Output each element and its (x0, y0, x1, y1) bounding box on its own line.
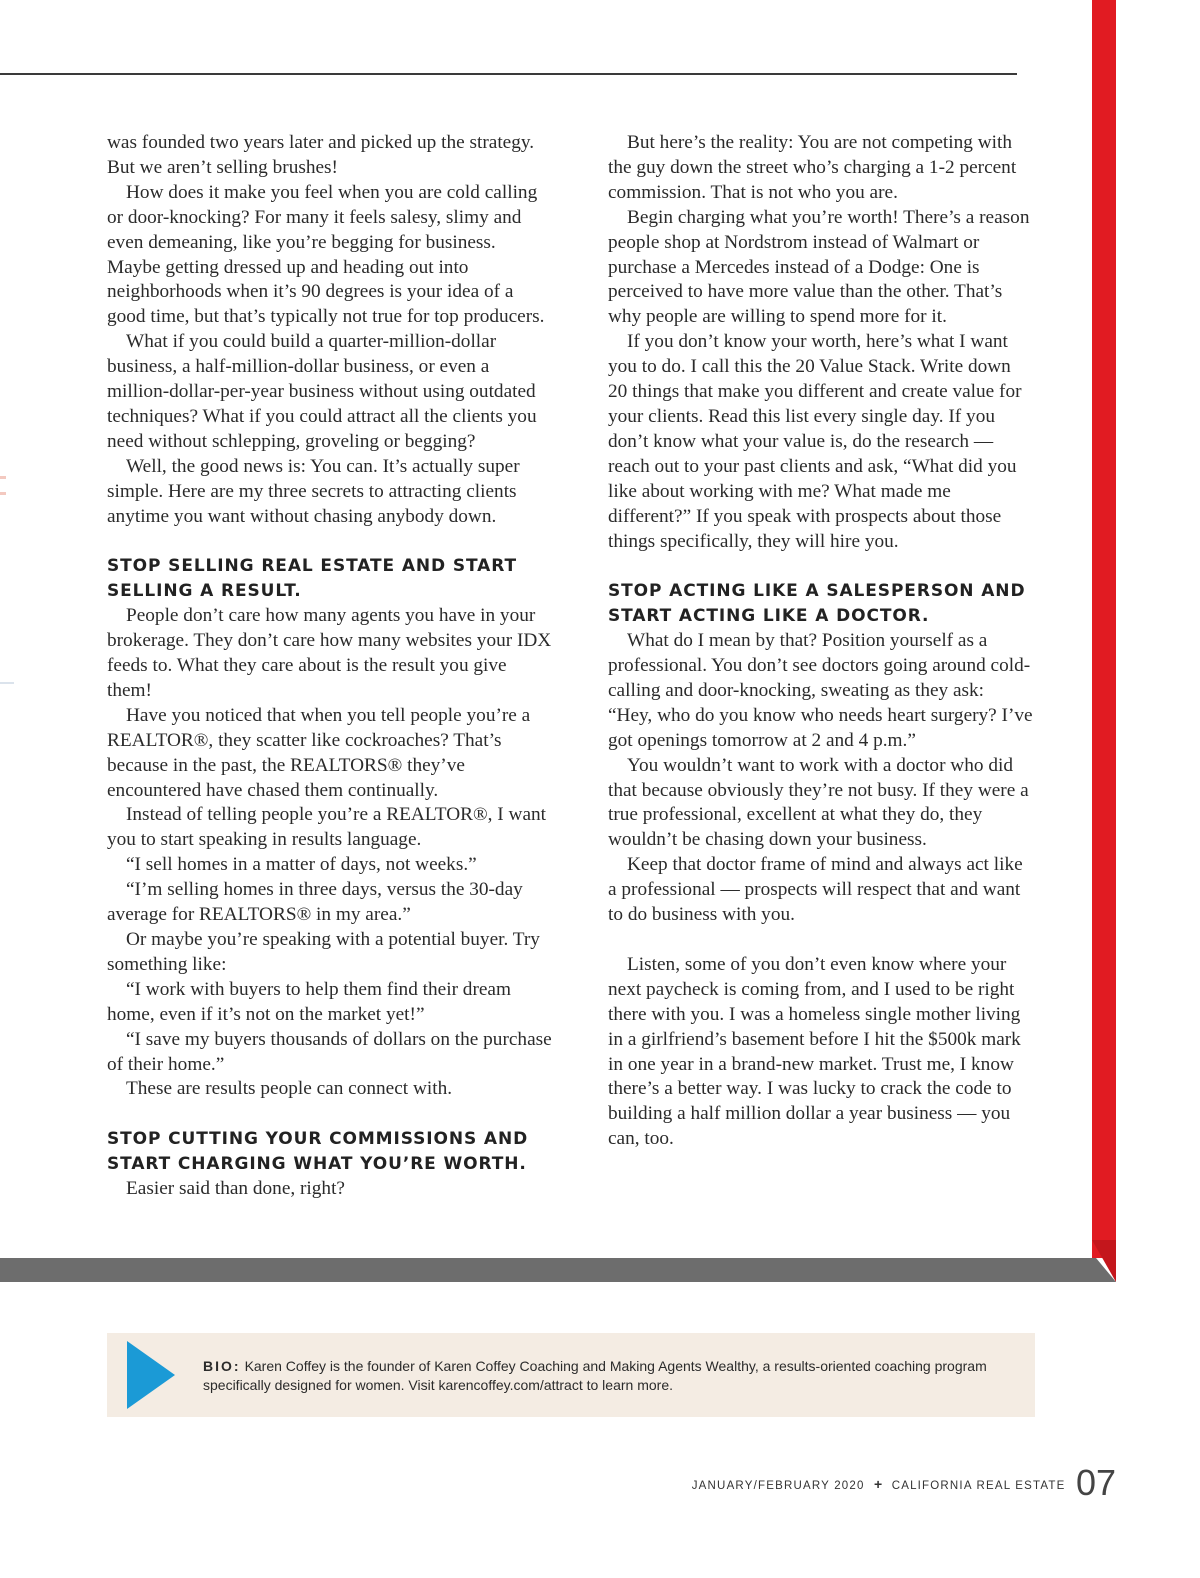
paragraph: Or maybe you’re speaking with a potential buyer. Try something like: (107, 928, 540, 975)
paragraph: was founded two years later and picked up the strategy. But we aren’t selling brushes! (107, 132, 535, 178)
paragraph: These are results people can connect with. (126, 1078, 453, 1100)
section-heading: STOP CUTTING YOUR COMMISSIONS AND START CHARGING WHAT YOU’RE WORTH. (107, 1129, 529, 1175)
bio-box (107, 1333, 1035, 1417)
paragraph: Well, the good news is: You can. It’s actually super simple. Here are my three secrets to attracting clients anytime you want without chasing anybody down. (107, 455, 520, 527)
play-arrow-icon (127, 1341, 175, 1409)
article-left-column (107, 131, 552, 1202)
paragraph: People don’t care how many agents you have in your brokerage. They don’t care how many websites your IDX feeds to. What they care about is the result you give them! (107, 605, 552, 701)
paragraph-spacer (608, 928, 1033, 953)
footer-issue: JANUARY/FEBRUARY 2020 (691, 1480, 865, 1492)
paragraph: “I’m selling homes in three days, versus the 30-day average for REALTORS® in my area.” (107, 879, 523, 926)
top-rule (0, 73, 1017, 75)
page-number: 07 (1075, 1462, 1116, 1503)
paragraph: You wouldn’t want to work with a doctor who did that because obviously they’re not busy. If they were a true professional, excellent at what they do, they wouldn’t be chasing down your business. (608, 754, 1029, 851)
paragraph: How does it make you feel when you are cold calling or door-knocking? For many it feels salesy, slimy and even demeaning, like you’re begging for business. Maybe getting dressed up and heading out into neighborhoods when it’s 90 degrees is your idea of a good time, but that’s typically not true for top producers. (107, 181, 545, 328)
edge-mark (0, 476, 6, 479)
bio-text (203, 1357, 1003, 1395)
paragraph: What do I mean by that? Position yourself as a professional. You don’t see doctors going around cold-calling and door-knocking, sweating as they ask: “Hey, who do you know who needs heart surgery? I’ve got openings tomorrow at 2 and 4 p.m.” (608, 630, 1033, 751)
paragraph: If you don’t know your worth, here’s what I want you to do. I call this the 20 Value Stack. Write down 20 things that make you different and create value for your clients. Read this list every single day. If you don’t know what your value is, do the research — reach out to your past clients and ask, “What did you like about working with me? What made me different?” If you speak with prospects about those things specifically, they will hire you. (608, 331, 1022, 552)
red-accent-bar (1092, 0, 1116, 1258)
paragraph: Have you noticed that when you tell people you’re a REALTOR®, they scatter like cockroaches? That’s because in the past, the REALTORS® they’ve encountered have chased them continually. (107, 704, 531, 801)
footer-publication: CALIFORNIA REAL ESTATE (891, 1480, 1066, 1492)
paragraph: “I save my buyers thousands of dollars on the purchase of their home.” (107, 1028, 552, 1075)
gray-divider-band (0, 1258, 1116, 1282)
bio-label: BIO: (203, 1358, 241, 1374)
section-heading: STOP SELLING REAL ESTATE AND START SELLING A RESULT. (107, 556, 517, 602)
article-right-column (608, 131, 1033, 1152)
paragraph: But here’s the reality: You are not competing with the guy down the street who’s charging a 1-2 percent commission. That is not who you are. (608, 132, 1017, 203)
paragraph: Listen, some of you don’t even know where your next paycheck is coming from, and I used to be right there with you. I was a homeless single mother living in a girlfriend’s basement before I hit the $500k mark in one year in a brand-new market. Trust me, I know there’s a better way. I was lucky to crack the code to building a half million dollar a year business — you can, too. (608, 953, 1021, 1150)
paragraph: What if you could build a quarter-million-dollar business, a half-million-dollar business, or even a million-dollar-per-year business without using outdated techniques? What if you could attract all the clients you need without schlepping, groveling or begging? (107, 331, 537, 452)
section-heading: STOP ACTING LIKE A SALESPERSON AND START ACTING LIKE A DOCTOR. (608, 581, 1026, 627)
paragraph: Begin charging what you’re worth! There’s a reason people shop at Nordstrom instead of Walmart or purchase a Mercedes instead of a Dodge: One is perceived to have more value than the other. That’s why people are willing to spend more for it. (608, 206, 1030, 328)
paragraph: “I work with buyers to help them find their dream home, even if it’s not on the market yet!” (107, 978, 511, 1025)
edge-mark (0, 492, 6, 495)
bio-body: Karen Coffey is the founder of Karen Coffey Coaching and Making Agents Wealthy, a results-oriented coaching program specifically designed for women. Visit karencoffey.com/attract to learn more. (203, 1358, 987, 1393)
paragraph: Keep that doctor frame of mind and always act like a professional — prospects will respect that and want to do business with you. (608, 854, 1023, 926)
edge-mark (0, 682, 14, 684)
paragraph: Instead of telling people you’re a REALTOR®, I want you to start speaking in results language. (107, 804, 546, 851)
plus-icon: + (874, 1476, 883, 1492)
paragraph: Easier said than done, right? (126, 1178, 345, 1200)
paragraph: “I sell homes in a matter of days, not weeks.” (126, 854, 477, 876)
page-footer (692, 1462, 1116, 1504)
